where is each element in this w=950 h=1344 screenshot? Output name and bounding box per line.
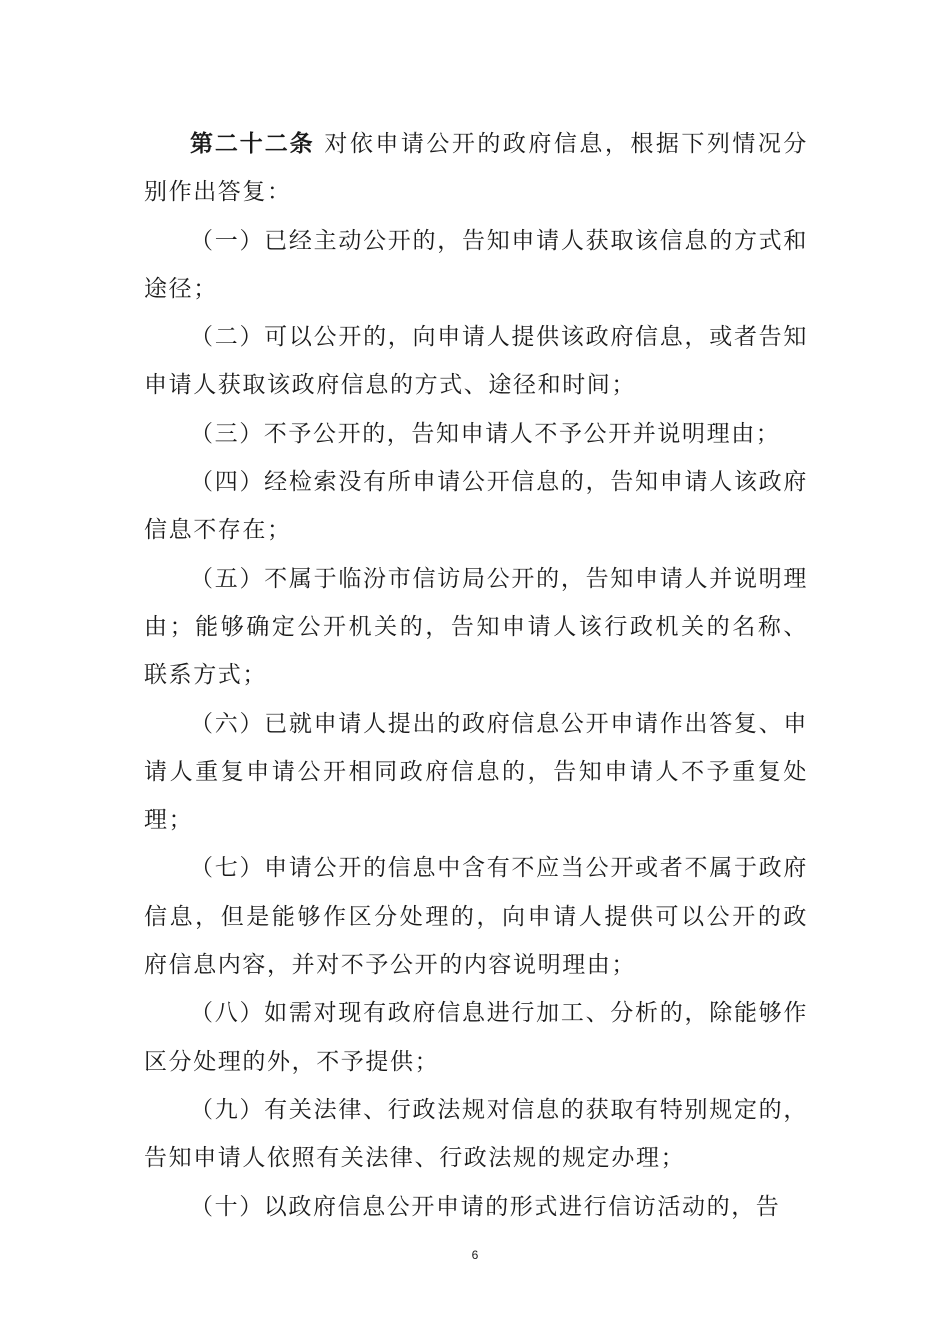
- list-item-10: （十）以政府信息公开申请的形式进行信访活动的，告: [190, 1193, 781, 1220]
- list-item-3: （三）不予公开的，告知申请人不予公开并说明理由；: [190, 420, 781, 447]
- list-item-1: （一）已经主动公开的，告知申请人获取该信息的方式和途径；: [144, 227, 808, 302]
- list-item-4: （四）经检索没有所申请公开信息的，告知申请人该政府信息不存在；: [144, 469, 808, 544]
- article-heading: 第二十二条: [190, 131, 315, 157]
- page-number: 6: [471, 1248, 479, 1262]
- list-item-5: （五）不属于临汾市信访局公开的，告知申请人并说明理由；能够确定公开机关的，告知申请人该行政机关的名称、联系方式；: [144, 565, 808, 689]
- list-item-8: （八）如需对现有政府信息进行加工、分析的，除能够作区分处理的外，不予提供；: [144, 1000, 808, 1075]
- list-item-9: （九）有关法律、行政法规对信息的获取有特别规定的，告知申请人依照有关法律、行政法规的规定办理；: [144, 1096, 808, 1172]
- list-item-7: （七）申请公开的信息中含有不应当公开或者不属于政府信息，但是能够作区分处理的，向申请人提供可以公开的政府信息内容，并对不予公开的内容说明理由；: [144, 855, 808, 979]
- article-intro: 对依申请公开的政府信息，根据下列情况分别作出答复：: [144, 131, 809, 206]
- list-item-6: （六）已就申请人提出的政府信息公开申请作出答复、申请人重复申请公开相同政府信息的，告知申请人不予重复处理；: [144, 710, 808, 834]
- list-item-2: （二）可以公开的，向申请人提供该政府信息，或者告知申请人获取该政府信息的方式、途径和时间；: [144, 324, 808, 399]
- document-body: [144, 120, 808, 1231]
- article-paragraph: [144, 120, 808, 217]
